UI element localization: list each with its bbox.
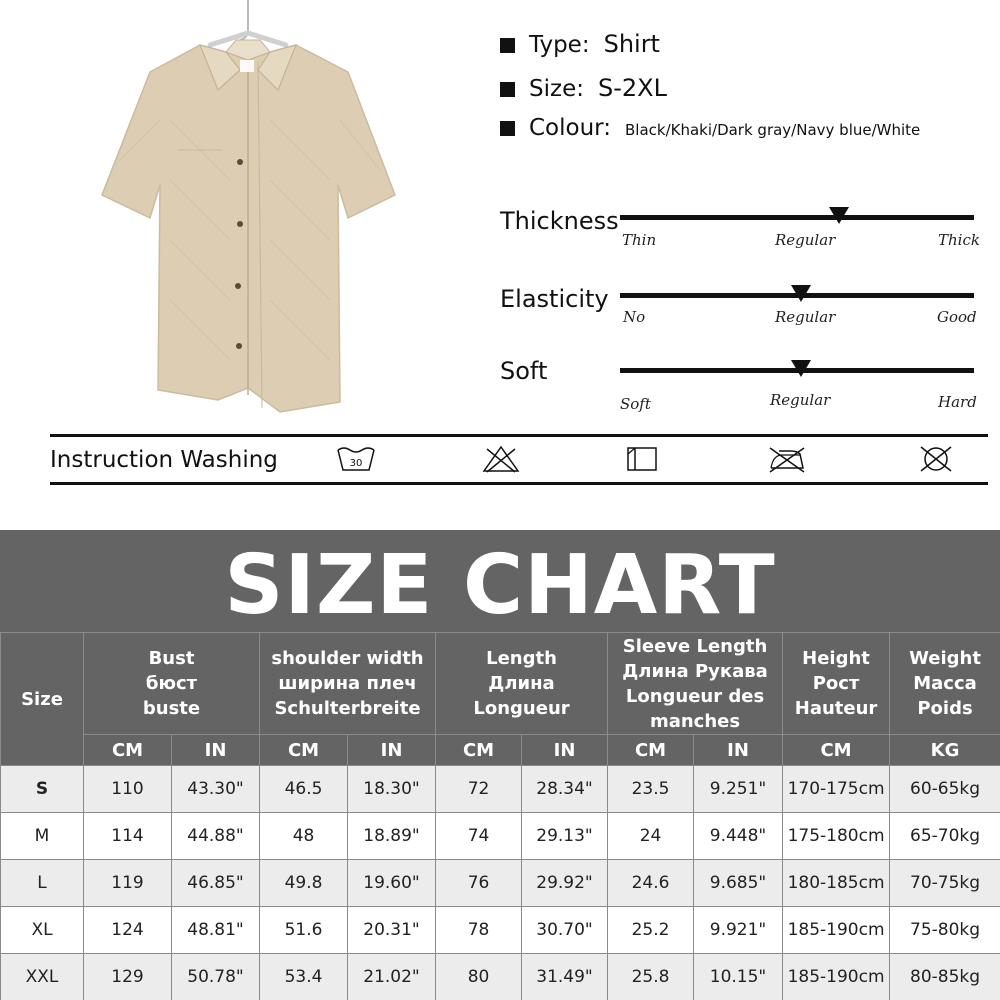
table-cell: 31.49" bbox=[522, 954, 608, 1000]
table-cell: 65-70kg bbox=[890, 813, 1000, 860]
table-cell: 24.6 bbox=[608, 860, 694, 907]
header-line: buste bbox=[142, 698, 201, 719]
scale-label-left: Soft bbox=[620, 395, 651, 413]
spec-colour bbox=[500, 115, 920, 141]
group-header-length bbox=[436, 633, 608, 735]
washing-title: Instruction Washing bbox=[50, 447, 278, 473]
header-line: Height bbox=[802, 648, 870, 669]
table-cell: 48 bbox=[260, 813, 348, 860]
scale-label-left: No bbox=[623, 308, 646, 326]
header-line: Longueur bbox=[473, 698, 570, 719]
group-header-bust bbox=[84, 633, 260, 735]
table-row bbox=[1, 813, 1000, 860]
table-cell: 49.8 bbox=[260, 860, 348, 907]
scale-marker-icon bbox=[829, 207, 849, 224]
unit-header: IN bbox=[172, 735, 260, 766]
table-cell: 80 bbox=[436, 954, 522, 1000]
scale-label-mid: Regular bbox=[775, 308, 836, 326]
size-cell: XL bbox=[1, 907, 84, 954]
size-header: Size bbox=[1, 633, 84, 766]
scale-title: Elasticity bbox=[500, 285, 609, 313]
table-cell: 46.5 bbox=[260, 766, 348, 813]
table-row bbox=[1, 954, 1000, 1000]
wash-30-icon bbox=[336, 444, 376, 474]
header-line: Рост bbox=[812, 673, 860, 694]
table-cell: 28.34" bbox=[522, 766, 608, 813]
header-line: Hauteur bbox=[794, 698, 878, 719]
dry-flat-icon bbox=[622, 444, 662, 474]
table-cell: 24 bbox=[608, 813, 694, 860]
scale-marker-icon bbox=[791, 360, 811, 377]
size-cell: L bbox=[1, 860, 84, 907]
header-line: Length bbox=[486, 648, 557, 669]
scale-label-mid: Regular bbox=[775, 231, 836, 249]
table-cell: 50.78" bbox=[172, 954, 260, 1000]
table-cell: 70-75kg bbox=[890, 860, 1000, 907]
group-header-height bbox=[783, 633, 890, 735]
table-cell: 9.251" bbox=[694, 766, 783, 813]
table-cell: 119 bbox=[84, 860, 172, 907]
spec-size bbox=[500, 74, 667, 102]
table-cell: 46.85" bbox=[172, 860, 260, 907]
table-cell: 30.70" bbox=[522, 907, 608, 954]
spec-value: Black/Khaki/Dark gray/Navy blue/White bbox=[624, 121, 921, 139]
do-not-bleach-icon bbox=[481, 444, 521, 474]
table-cell: 170-175cm bbox=[783, 766, 890, 813]
group-header-sleeve bbox=[608, 633, 783, 735]
table-cell: 29.92" bbox=[522, 860, 608, 907]
spec-label: Colour: bbox=[529, 115, 611, 141]
size-table bbox=[0, 632, 1000, 1000]
scale-label-right: Good bbox=[937, 308, 977, 326]
spec-type bbox=[500, 30, 660, 58]
size-cell: M bbox=[1, 813, 84, 860]
table-cell: 9.921" bbox=[694, 907, 783, 954]
scale-title: Soft bbox=[500, 357, 548, 385]
unit-header: IN bbox=[522, 735, 608, 766]
bullet-square-icon bbox=[500, 121, 515, 136]
table-cell: 124 bbox=[84, 907, 172, 954]
divider bbox=[50, 482, 988, 485]
scale-title: Thickness bbox=[500, 207, 619, 235]
table-cell: 180-185cm bbox=[783, 860, 890, 907]
unit-header: KG bbox=[890, 735, 1000, 766]
table-cell: 21.02" bbox=[348, 954, 436, 1000]
scale-line bbox=[620, 215, 974, 220]
unit-header: CM bbox=[608, 735, 694, 766]
table-row bbox=[1, 766, 1000, 813]
spec-label: Type: bbox=[529, 32, 590, 58]
header-line: Длина Рукава bbox=[622, 660, 768, 682]
table-cell: 75-80kg bbox=[890, 907, 1000, 954]
scale-label-mid: Regular bbox=[770, 391, 831, 409]
table-cell: 53.4 bbox=[260, 954, 348, 1000]
table-cell: 185-190cm bbox=[783, 907, 890, 954]
table-cell: 25.2 bbox=[608, 907, 694, 954]
shirt-product-image bbox=[90, 0, 420, 420]
table-cell: 10.15" bbox=[694, 954, 783, 1000]
table-cell: 51.6 bbox=[260, 907, 348, 954]
unit-header: IN bbox=[348, 735, 436, 766]
size-chart bbox=[0, 530, 1000, 1000]
header-line: Длина bbox=[488, 673, 555, 694]
wash-temp: 30 bbox=[349, 458, 363, 469]
header-line: Poids bbox=[917, 698, 973, 719]
header-line: Масса bbox=[913, 673, 977, 694]
header-line: Weight bbox=[909, 648, 981, 669]
table-cell: 19.60" bbox=[348, 860, 436, 907]
header-line: ширина плеч bbox=[278, 673, 417, 694]
table-cell: 29.13" bbox=[522, 813, 608, 860]
table-cell: 114 bbox=[84, 813, 172, 860]
size-cell: XXL bbox=[1, 954, 84, 1000]
table-cell: 76 bbox=[436, 860, 522, 907]
header-line: Longueur des bbox=[625, 685, 765, 707]
unit-header: CM bbox=[783, 735, 890, 766]
size-chart-title: SIZE CHART bbox=[224, 538, 776, 633]
spec-label: Size: bbox=[529, 76, 584, 102]
table-cell: 74 bbox=[436, 813, 522, 860]
header-line: manches bbox=[649, 710, 741, 732]
table-cell: 48.81" bbox=[172, 907, 260, 954]
header-line: Sleeve Length bbox=[622, 635, 768, 657]
size-cell: S bbox=[1, 766, 84, 813]
table-cell: 25.8 bbox=[608, 954, 694, 1000]
divider bbox=[50, 434, 988, 437]
bullet-square-icon bbox=[500, 82, 515, 97]
table-cell: 175-180cm bbox=[783, 813, 890, 860]
spec-value: S-2XL bbox=[597, 74, 667, 102]
header-line: Bust bbox=[148, 648, 195, 669]
scale-label-right: Thick bbox=[938, 231, 980, 249]
table-cell: 185-190cm bbox=[783, 954, 890, 1000]
table-cell: 72 bbox=[436, 766, 522, 813]
table-cell: 18.89" bbox=[348, 813, 436, 860]
scale-label-right: Hard bbox=[938, 393, 977, 411]
group-header-weight bbox=[890, 633, 1000, 735]
do-not-iron-icon bbox=[767, 444, 807, 474]
table-cell: 110 bbox=[84, 766, 172, 813]
header-line: shoulder width bbox=[271, 648, 424, 669]
table-cell: 78 bbox=[436, 907, 522, 954]
table-cell: 18.30" bbox=[348, 766, 436, 813]
table-cell: 43.30" bbox=[172, 766, 260, 813]
header-line: Schulterbreite bbox=[274, 698, 421, 719]
group-header-shoulder bbox=[260, 633, 436, 735]
unit-header: IN bbox=[694, 735, 783, 766]
table-row bbox=[1, 907, 1000, 954]
bullet-square-icon bbox=[500, 38, 515, 53]
header-line: бюст bbox=[145, 673, 198, 694]
table-row bbox=[1, 860, 1000, 907]
do-not-dry-clean-icon bbox=[916, 444, 956, 474]
spec-value: Shirt bbox=[603, 30, 660, 58]
table-cell: 20.31" bbox=[348, 907, 436, 954]
scale-marker-icon bbox=[791, 285, 811, 302]
table-cell: 23.5 bbox=[608, 766, 694, 813]
table-cell: 44.88" bbox=[172, 813, 260, 860]
table-cell: 9.448" bbox=[694, 813, 783, 860]
table-cell: 60-65kg bbox=[890, 766, 1000, 813]
table-cell: 129 bbox=[84, 954, 172, 1000]
table-cell: 80-85kg bbox=[890, 954, 1000, 1000]
unit-header: CM bbox=[436, 735, 522, 766]
unit-header: CM bbox=[84, 735, 172, 766]
scale-label-left: Thin bbox=[622, 231, 657, 249]
table-cell: 9.685" bbox=[694, 860, 783, 907]
unit-header: CM bbox=[260, 735, 348, 766]
